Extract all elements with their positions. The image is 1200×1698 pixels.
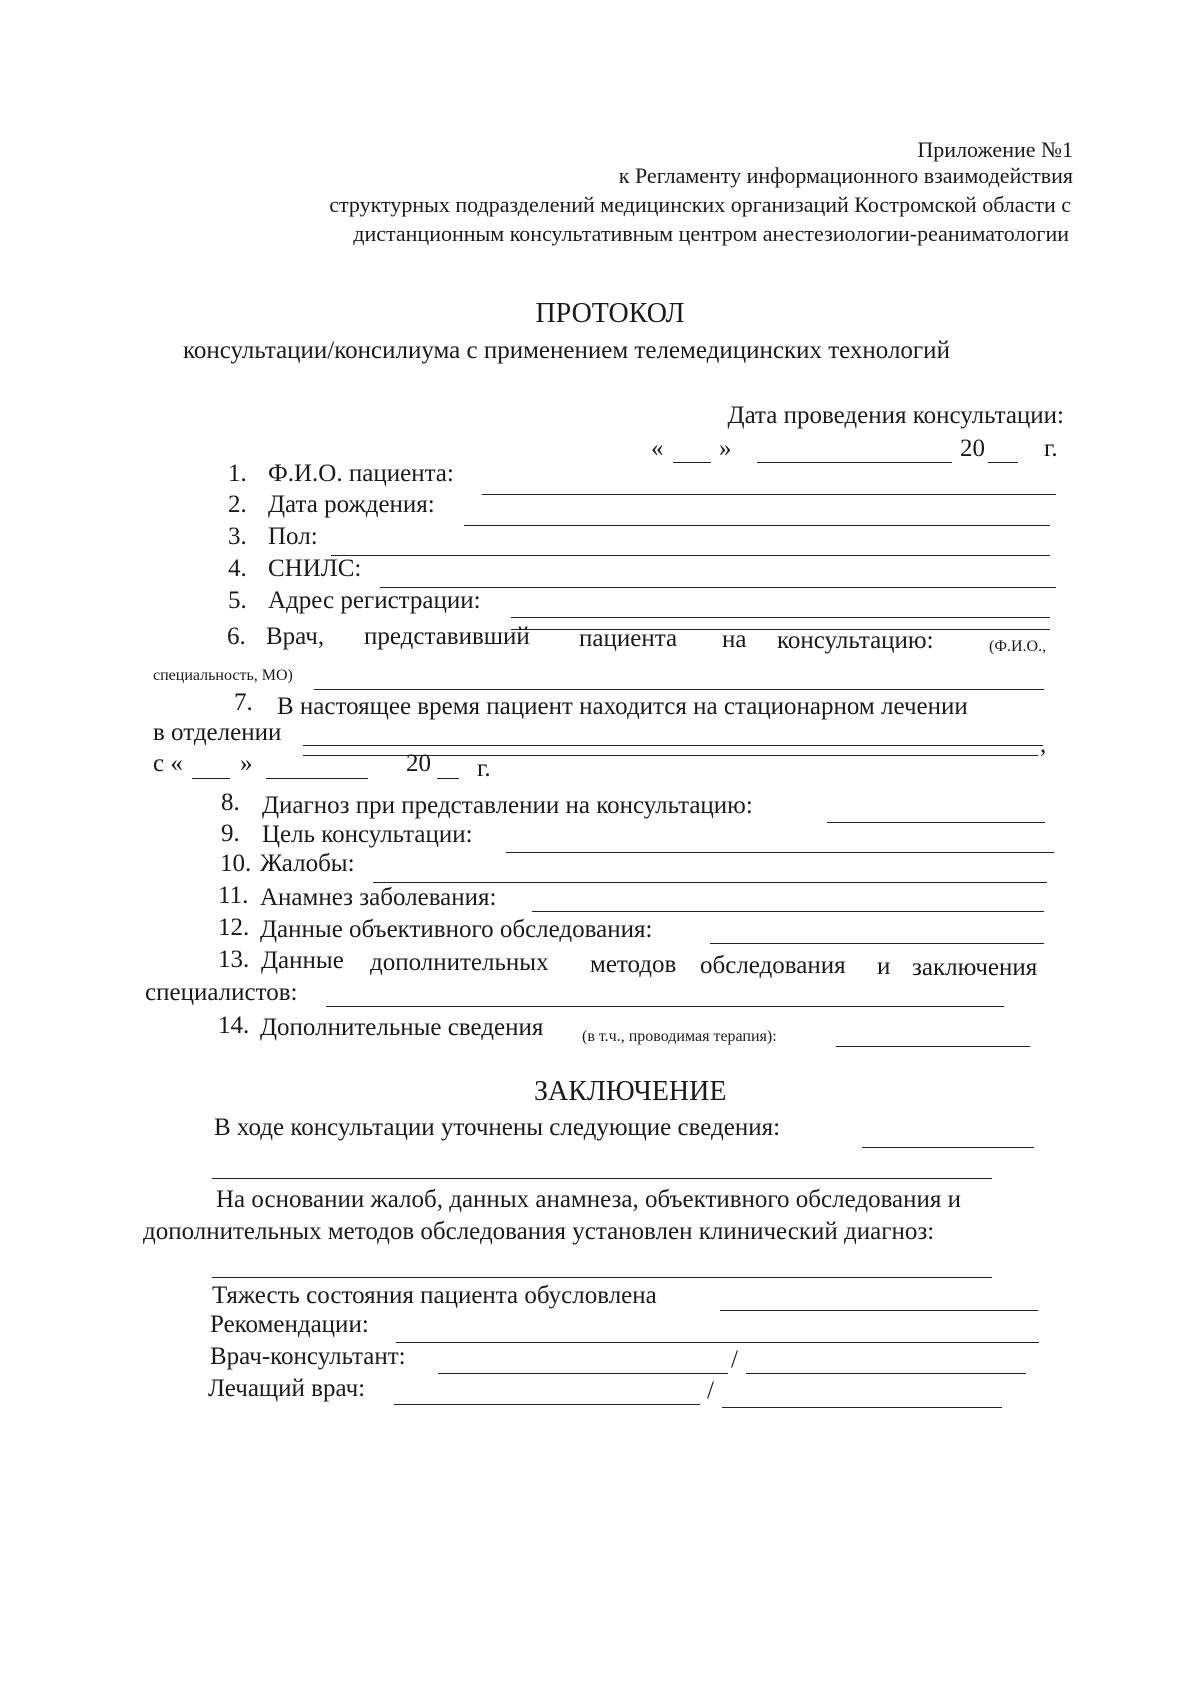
field-label-word: Данные (261, 947, 344, 974)
field-line[interactable] (506, 852, 1054, 853)
field-label-continued: специалистов: (145, 979, 298, 1006)
name-line[interactable] (746, 1373, 1026, 1374)
field-line[interactable] (464, 525, 1050, 526)
field-label-word: обследования (700, 952, 846, 979)
field-label-word: представивший (364, 623, 530, 650)
item-number: 11. (218, 882, 249, 909)
item-number: 7. (234, 689, 253, 716)
date-year-line[interactable] (437, 778, 459, 779)
field-label: Лечащий врач: (208, 1375, 366, 1402)
field-label: Данные объективного обследования: (260, 916, 653, 943)
item-number: 8. (221, 789, 240, 816)
field-line[interactable] (710, 943, 1044, 944)
field-line[interactable] (862, 1147, 1034, 1148)
line-comma: , (1040, 731, 1047, 758)
field-label-word: заключения (912, 954, 1038, 981)
field-line[interactable] (326, 1006, 1004, 1007)
date-year-suffix: г. (477, 755, 491, 782)
field-line[interactable] (212, 1277, 992, 1278)
field-line[interactable] (482, 494, 1056, 495)
item-number: 9. (221, 820, 240, 847)
item-number: 2. (228, 491, 247, 518)
signature-slash: / (707, 1377, 714, 1404)
field-label: Тяжесть состояния пациента обусловлена (212, 1282, 657, 1309)
field-label: Дата рождения: (268, 491, 435, 518)
appendix-label: Приложение №1 (917, 137, 1073, 162)
protocol-subtitle: консультации/консилиума с применением телемедицинских технологий (183, 337, 950, 364)
conclusion-title: ЗАКЛЮЧЕНИЕ (534, 1076, 727, 1107)
item-number: 13. (218, 946, 250, 973)
field-note: (Ф.И.О., (989, 638, 1047, 655)
consultation-date-label: Дата проведения консультации: (727, 402, 1064, 429)
date-close-quote: » (719, 435, 732, 462)
field-label: Врач-консультант: (210, 1343, 406, 1370)
field-label-word: консультацию: (777, 627, 934, 654)
signature-slash: / (731, 1346, 738, 1373)
field-line[interactable] (396, 1342, 1039, 1343)
date-year-prefix: 20 (960, 435, 985, 462)
field-label-continued: дополнительных методов обследования установлен клинический диагноз: (143, 1218, 935, 1245)
field-line[interactable] (720, 1310, 1038, 1311)
field-label: Дополнительные сведения (260, 1014, 544, 1041)
date-close-quote: » (240, 750, 253, 777)
item-number: 14. (218, 1012, 250, 1039)
field-label: Рекомендации: (210, 1311, 369, 1338)
department-label: в отделении (153, 719, 282, 746)
date-year-prefix: 20 (406, 750, 431, 777)
item-number: 6. (227, 623, 246, 650)
item-number: 3. (228, 523, 247, 550)
field-label-word: на (722, 626, 747, 653)
name-line[interactable] (722, 1407, 1002, 1408)
item-number: 5. (228, 587, 247, 614)
protocol-title: ПРОТОКОЛ (535, 298, 685, 329)
field-label-word: Врач, (266, 623, 325, 650)
date-year-suffix: г. (1044, 435, 1058, 462)
field-line[interactable] (827, 822, 1045, 823)
field-label: В ходе консультации уточнены следующие сведения: (214, 1114, 781, 1141)
field-label-word: и (877, 953, 891, 980)
field-note: (в т.ч., проводимая терапия): (582, 1028, 777, 1045)
date-day-line[interactable] (192, 778, 230, 779)
date-month-line[interactable] (266, 778, 368, 779)
field-line[interactable] (380, 587, 1056, 588)
signature-line[interactable] (394, 1404, 700, 1405)
field-line[interactable] (511, 617, 1050, 618)
field-line[interactable] (303, 745, 1043, 746)
field-line[interactable] (532, 911, 1044, 912)
item-number: 4. (228, 555, 247, 582)
field-label: СНИЛС: (268, 555, 362, 582)
field-label: Анамнез заболевания: (260, 884, 497, 911)
field-line[interactable] (836, 1046, 1030, 1047)
field-line-2[interactable] (212, 1178, 992, 1179)
field-label-word: дополнительных (370, 949, 549, 976)
date-month-line[interactable] (757, 462, 952, 463)
field-label: Диагноз при представлении на консультацию: (262, 792, 753, 819)
field-line[interactable] (331, 555, 1050, 556)
field-label: Ф.И.О. пациента: (268, 460, 454, 487)
field-label: Пол: (268, 523, 318, 550)
date-day-line[interactable] (673, 462, 711, 463)
field-label: Адрес регистрации: (268, 587, 481, 614)
item-number: 10. (220, 850, 252, 877)
appendix-line-1: к Регламенту информационного взаимодействия (618, 163, 1073, 188)
date-open-quote: с « (153, 750, 183, 777)
date-year-line[interactable] (988, 462, 1018, 463)
field-line[interactable] (314, 689, 1044, 690)
date-open-quote: « (651, 435, 664, 462)
field-label: На основании жалоб, данных анамнеза, объективного обследования и (216, 1186, 962, 1213)
field-label-word: методов (590, 951, 677, 978)
field-label: В настоящее время пациент находится на стационарном лечении (277, 693, 968, 720)
item-number: 12. (218, 914, 250, 941)
field-label-word: пациента (579, 625, 678, 652)
field-note-continued: специальность, МО) (153, 667, 293, 684)
signature-line[interactable] (438, 1373, 728, 1374)
appendix-line-2: структурных подразделений медицинских организаций Костромской области с (329, 192, 1071, 217)
item-number: 1. (228, 460, 247, 487)
appendix-line-3: дистанционным консультативным центром анестезиологии-реаниматологии (353, 221, 1069, 246)
field-label: Цель консультации: (262, 821, 473, 848)
field-label: Жалобы: (260, 850, 355, 877)
